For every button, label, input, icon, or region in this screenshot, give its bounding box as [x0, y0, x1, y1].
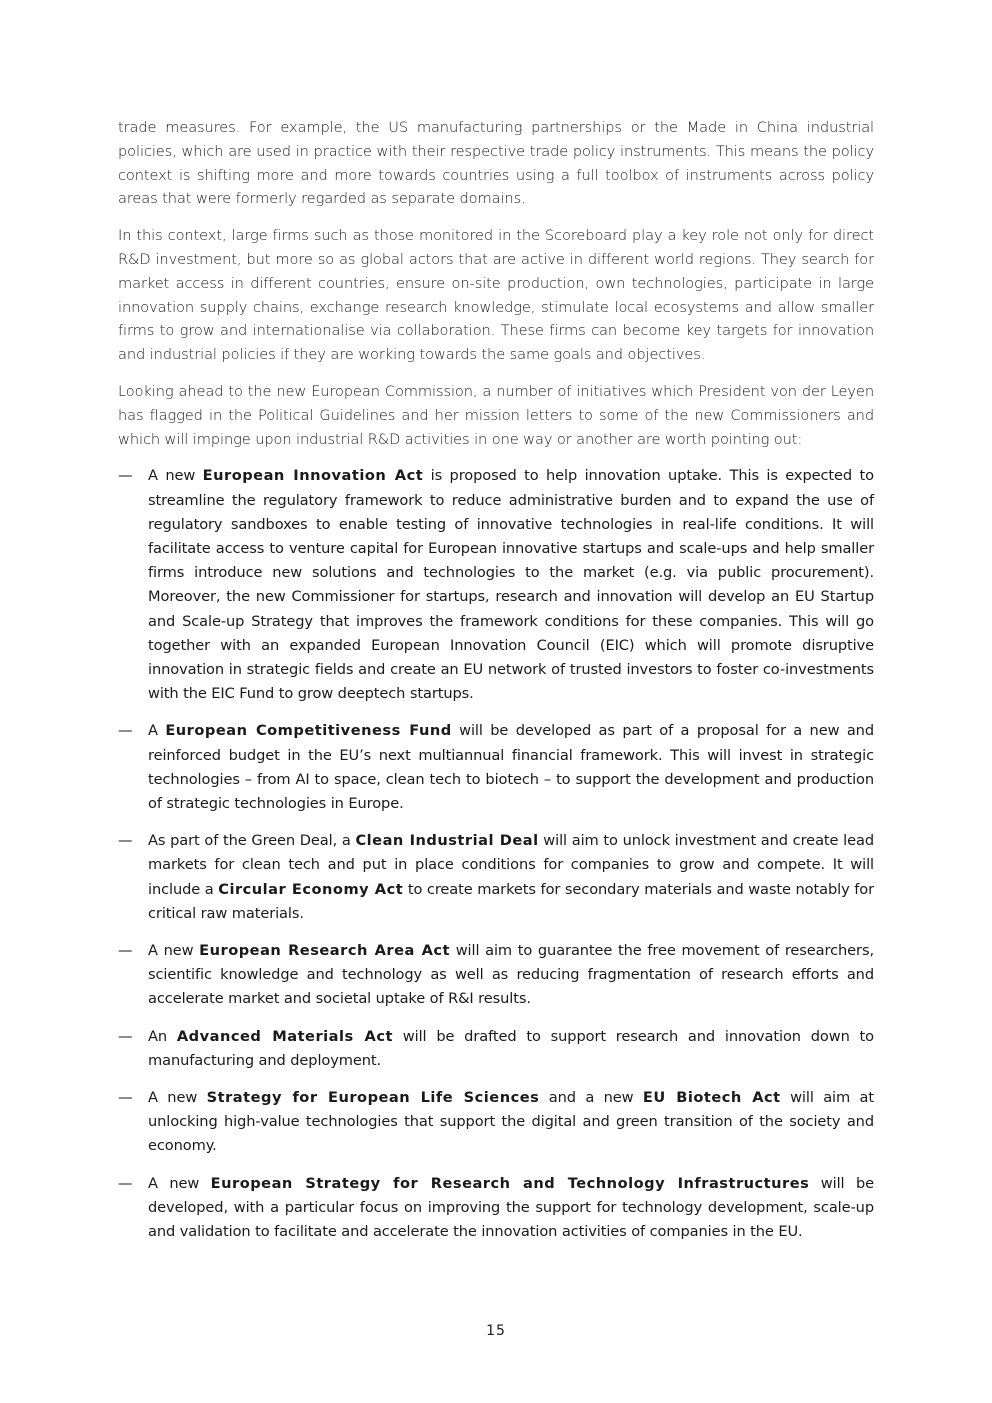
list-item-text [148, 467, 874, 702]
initiative-name: European Innovation Act [202, 467, 424, 485]
body-text: and a new [539, 1089, 643, 1107]
list-item-european-competitiveness-fund [118, 719, 874, 816]
em-dash-bullet-icon: — [118, 832, 133, 850]
body-text: will aim to unlock investment and create lead markets for clean tech and put in place conditions for companies to grow and compete. It will include a [148, 832, 874, 898]
document-body [118, 116, 874, 1257]
list-item-research-technology-infrastructures [118, 1172, 874, 1245]
list-item-text [148, 832, 874, 922]
list-item-advanced-materials-act [118, 1025, 874, 1073]
initiative-name: Clean Industrial Deal [355, 832, 539, 850]
list-item-text [148, 1089, 874, 1154]
list-item-european-research-area-act [118, 939, 874, 1012]
list-item-life-sciences-biotech [118, 1086, 874, 1159]
em-dash-bullet-icon: — [118, 1089, 133, 1107]
paragraph-looking-ahead: Looking ahead to the new European Commission, a number of initiatives which President von der Leyen has flagged in the Political Guidelines and her mission letters to some of the new Commissioners and which will impinge upon industrial R&D activities in one way or another are worth pointing out: [118, 382, 874, 448]
paragraph-trade-measures: trade measures. For example, the US manufacturing partnerships or the Made in China industrial policies, which are used in practice with their respective trade policy instruments. This means the policy context is shifting more and more towards countries using a full toolbox of instruments across policy areas that were formerly regarded as separate domains. [118, 119, 874, 208]
list-item-text [148, 1175, 874, 1240]
initiatives-list [118, 464, 874, 1244]
initiative-name: European Competitiveness Fund [165, 722, 452, 740]
body-text: will be drafted to support research and innovation down to manufacturing and deployment. [148, 1027, 874, 1069]
body-text: will aim to guarantee the free movement of researchers, scientific knowledge and technology as well as reducing fragmentation of research efforts and accelerate market and societal uptake of R&I results. [148, 942, 874, 1008]
list-item-text [148, 722, 874, 812]
body-text: is proposed to help innovation uptake. This is expected to streamline the regulatory framework to reduce administrative burden and to expand the use of regulatory sandboxes to enable testing of innovative technologies in real-life conditions. It will facilitate access to venture capital for European innovative startups and scale-ups and help smaller firms introduce new solutions and technologies to the market (e.g. via public procurement). Moreover, the new Commissioner for startups, research and innovation will develop an EU Startup and Scale-up Strategy that improves the framework conditions for these companies. This will go together with an expanded European Innovation Council (EIC) which will promote disruptive innovation in strategic fields and create an EU network of trusted investors to foster co-investments with the EIC Fund to grow deeptech startups. [148, 467, 874, 703]
em-dash-bullet-icon: — [118, 1027, 133, 1045]
body-text: to create markets for secondary materials and waste notably for critical raw materials. [148, 880, 874, 922]
body-text: As part of the Green Deal, a [148, 832, 356, 850]
initiative-name: Strategy for European Life Sciences [206, 1089, 540, 1107]
body-text: A new [148, 1089, 207, 1107]
em-dash-bullet-icon: — [118, 467, 133, 485]
em-dash-bullet-icon: — [118, 942, 133, 960]
paragraph-large-firms: In this context, large firms such as those monitored in the Scoreboard play a key role not only for direct R&D investment, but more so as global actors that are active in different world regions. They search for market access in different countries, ensure on-site production, own technologies, participate in large innovation supply chains, exchange research knowledge, stimulate local ecosystems and allow smaller firms to grow and internationalise via collaboration. These firms can become key targets for innovation and industrial policies if they are working towards the same goals and objectives. [118, 227, 874, 364]
body-text: A [148, 722, 166, 740]
body-text: will be developed as part of a proposal for a new and reinforced budget in the EU’s next multiannual financial framework. This will invest in strategic technologies – from AI to space, clean tech to biotech – to support the development and production of strategic technologies in Europe. [148, 722, 874, 812]
body-text: An [148, 1027, 177, 1045]
list-item-european-innovation-act [118, 464, 874, 706]
initiative-name: European Strategy for Research and Technology Infrastructures [210, 1174, 810, 1192]
em-dash-bullet-icon: — [118, 722, 133, 740]
body-text: A new [148, 942, 200, 960]
body-text: A new [148, 467, 203, 485]
list-item-text [148, 1028, 874, 1069]
body-text: will aim at unlocking high-value technologies that support the digital and green transition of the society and economy. [148, 1089, 875, 1155]
page-number: 15 [486, 1323, 506, 1339]
initiative-name: Advanced Materials Act [176, 1027, 393, 1045]
list-item-clean-industrial-deal [118, 829, 874, 926]
body-text: will be developed, with a particular focus on improving the support for technology development, scale-up and validation to facilitate and accelerate the innovation activities of companies in the EU. [148, 1174, 874, 1241]
initiative-name: EU Biotech Act [642, 1089, 781, 1107]
list-item-text [148, 942, 874, 1007]
initiative-name: European Research Area Act [199, 942, 451, 960]
initiative-name: Circular Economy Act [218, 880, 404, 898]
body-text: A new [148, 1174, 211, 1192]
em-dash-bullet-icon: — [118, 1174, 133, 1192]
